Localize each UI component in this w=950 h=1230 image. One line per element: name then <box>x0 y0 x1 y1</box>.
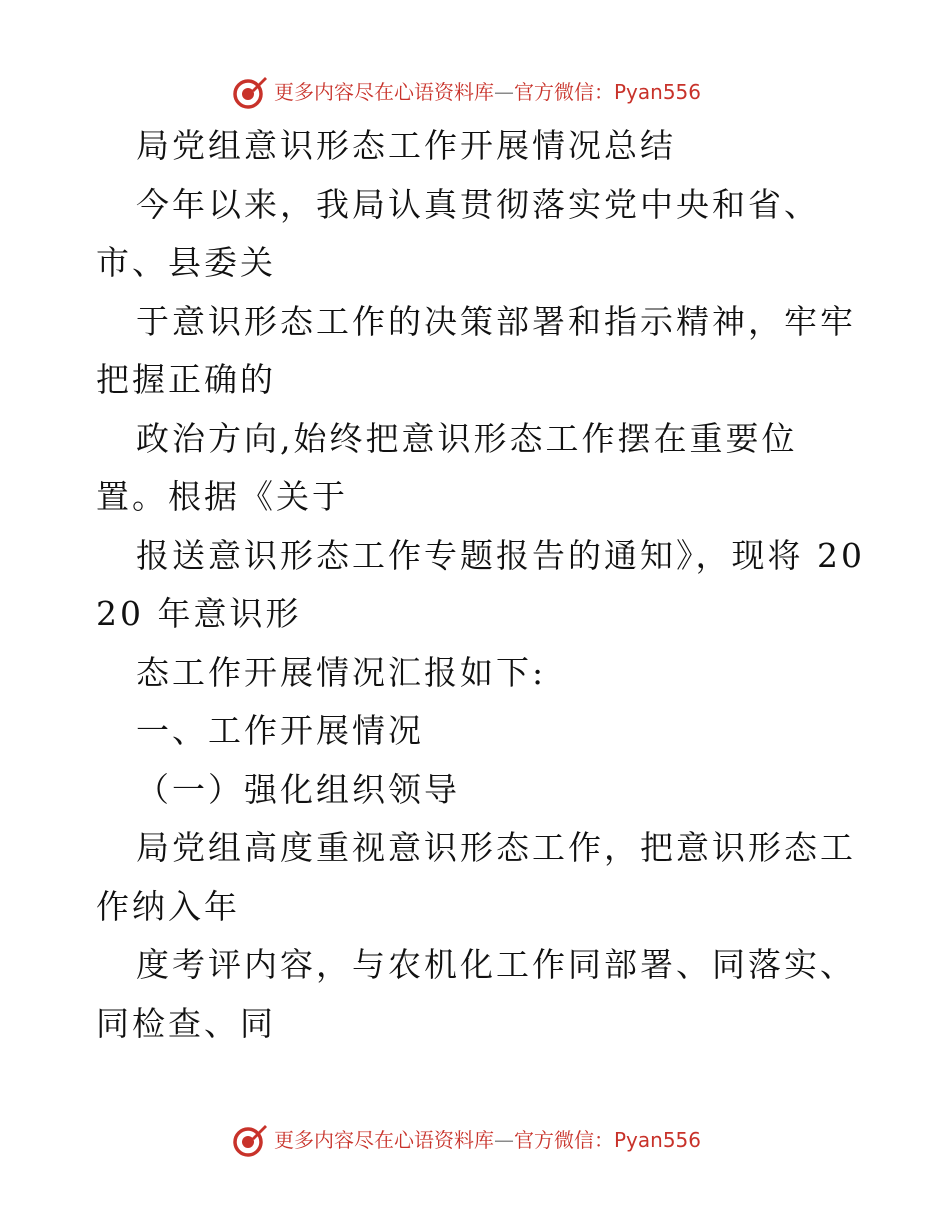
watermark-dash: — <box>494 1128 514 1152</box>
watermark-handle: Pyan556 <box>614 80 702 104</box>
watermark-text <box>274 1126 701 1154</box>
paragraph: 态工作开展情况汇报如下: <box>136 652 547 692</box>
subsection-heading: （一）强化组织领导 <box>136 769 460 809</box>
paragraph: 度考评内容，与农机化工作同部署、同落实、同检查、同 <box>96 945 856 1043</box>
paragraph: 政治方向,始终把意识形态工作摆在重要位置。根据《关于 <box>96 418 798 516</box>
watermark-dash: — <box>494 80 514 104</box>
paragraph: 报送意识形态工作专题报告的通知》，现将 2020 年意识形 <box>96 535 865 633</box>
seal-pen-icon <box>232 74 268 110</box>
paragraph: 于意识形态工作的决策部署和指示精神，牢牢把握正确的 <box>96 301 856 399</box>
watermark-text <box>274 78 701 106</box>
document-body <box>96 117 866 1053</box>
document-title: 局党组意识形态工作开展情况总结 <box>136 126 676 165</box>
watermark-handle: Pyan556 <box>614 1128 702 1152</box>
footer-watermark <box>0 1120 950 1160</box>
seal-pen-icon <box>232 1122 268 1158</box>
paragraph: 局党组高度重视意识形态工作，把意识形态工作纳入年 <box>96 828 856 926</box>
watermark-main: 更多内容尽在心语资料库 <box>274 1128 494 1152</box>
watermark-label: 官方微信： <box>514 80 614 104</box>
watermark-label: 官方微信： <box>514 1128 614 1152</box>
watermark-main: 更多内容尽在心语资料库 <box>274 80 494 104</box>
header-watermark <box>0 72 950 112</box>
section-heading: 一、工作开展情况 <box>136 711 424 750</box>
paragraph: 今年以来，我局认真贯彻落实党中央和省、市、县委关 <box>96 184 820 282</box>
